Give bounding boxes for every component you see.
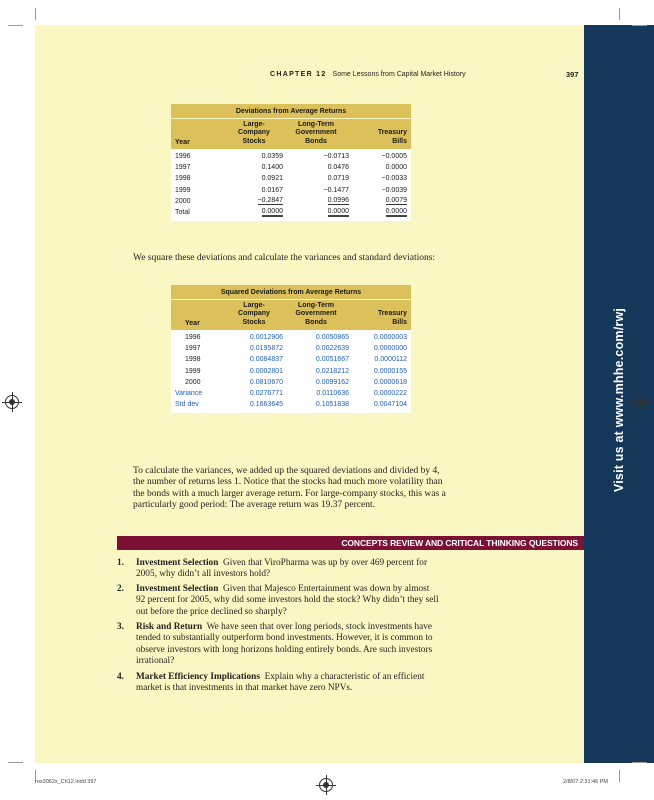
table-stddev-row: Std dev 0.1663645 0.1051838 0.0047104	[171, 399, 411, 410]
registration-mark-icon	[634, 395, 648, 409]
table-row: 1999 0.0002801 0.0218212 0.0000155	[171, 366, 411, 377]
table-row: 2000 0.0810670 0.0099162 0.0000618	[171, 377, 411, 388]
crop-mark	[8, 25, 23, 26]
question-item: 2. Investment Selection Given that Majesco Entertainment was down by almost 92 percent for 2005, why did some investors hold the stock? Why didn’t they sell out before the price declined so sharply?	[117, 584, 439, 617]
table-row: 1997 0.1400 0.0476 0.0000	[171, 162, 411, 173]
crop-mark	[619, 770, 620, 782]
question-item: 4. Market Efficiency Implications Explain why a characteristic of an efficient market is that investments in that market have zero NPVs.	[117, 672, 425, 694]
intro-paragraph: We square these deviations and calculate the variances and standard deviations:	[133, 253, 436, 263]
crop-mark	[619, 8, 620, 20]
crop-mark	[35, 8, 36, 20]
crop-mark	[8, 762, 23, 763]
table-row: 1999 0.0167 −0.1477 −0.0039	[171, 185, 411, 196]
question-item: 3. Risk and Return We have seen that over long periods, stock investments have tended to substantially outperform bond investments. However, it is common to observe investors with long horizons holding entirely bonds. Are such investors irrational?	[117, 622, 433, 666]
header-large-company: Large- Company Stocks	[238, 301, 270, 326]
section-banner-title: CONCEPTS REVIEW AND CRITICAL THINKING QUESTIONS	[341, 538, 578, 548]
header-year: Year	[175, 139, 190, 146]
table-header	[171, 119, 411, 149]
date-slug: 2/8/07 2:31:46 PM	[563, 779, 608, 785]
variance-paragraph: To calculate the variances, we added up the squared deviations and divided by 4, the number of returns less 1. Notice that the stocks had much more volatility than the bonds with a much larger average return. For large-company stocks, this was a particularly good period: The average return was 19.37 percent.	[133, 466, 446, 510]
table-row: 1996 0.0012906 0.0050865 0.0000003	[171, 332, 411, 343]
section-banner	[117, 536, 584, 550]
file-slug: ros3062x_Ch12.indd 397	[35, 779, 97, 785]
page-number: 397	[566, 70, 579, 79]
table-header	[171, 300, 411, 330]
table-row: 1998 0.0921 0.0719 −0.0033	[171, 173, 411, 184]
table-row: 1996 0.0359 −0.0713 −0.0005	[171, 151, 411, 162]
table-row: 2000 −0.2847 0.0996 0.0079	[171, 196, 411, 207]
table-row: 1998 0.0084837 0.0051667 0.0000112	[171, 354, 411, 365]
table-caption: Squared Deviations from Average Returns	[171, 285, 411, 300]
chapter-title: Some Lessons from Capital Market History	[332, 71, 466, 78]
header-long-term: Long-Term Government Bonds	[295, 120, 337, 145]
registration-mark-icon	[5, 395, 19, 409]
crop-mark	[632, 25, 647, 26]
registration-mark-icon	[319, 778, 333, 792]
table-caption: Deviations from Average Returns	[171, 104, 411, 119]
crop-mark	[632, 762, 647, 763]
table-total-row: Total 0.0000 0.0000 0.0000	[171, 207, 411, 218]
table-row: 1997 0.0195872 0.0022639 0.0000000	[171, 343, 411, 354]
header-large-company: Large- Company Stocks	[238, 120, 270, 145]
squared-deviations-table	[171, 285, 411, 413]
running-head	[270, 71, 466, 78]
header-treasury: Treasury Bills	[377, 129, 407, 145]
header-treasury: Treasury Bills	[377, 310, 407, 326]
table-variance-row: Variance 0.0276771 0.0110636 0.0000222	[171, 388, 411, 399]
header-year: Year	[185, 320, 200, 327]
question-item: 1. Investment Selection Given that ViroPharma was up by over 469 percent for 2005, why didn’t all investors hold?	[117, 558, 428, 580]
deviations-table	[171, 104, 411, 221]
header-long-term: Long-Term Government Bonds	[295, 301, 337, 326]
sidebar-url-text[interactable]: Visit us at www.mhhe.com/rwj	[612, 307, 626, 493]
chapter-label: CHAPTER 12	[270, 71, 327, 78]
